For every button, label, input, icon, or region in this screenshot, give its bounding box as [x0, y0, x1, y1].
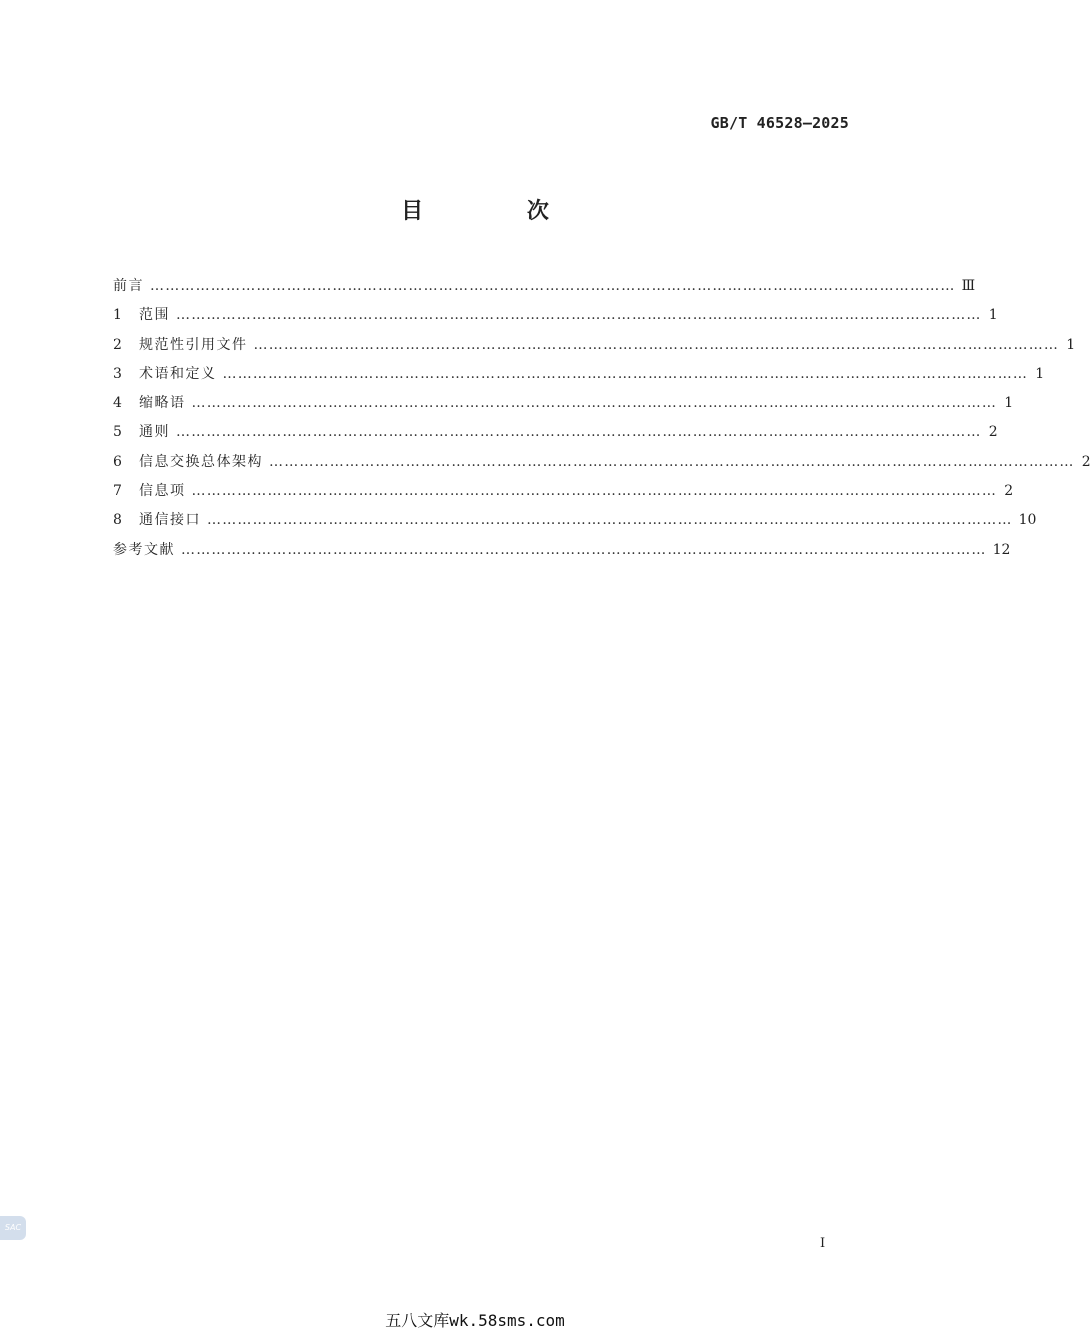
toc-leader-dots: ……………………………………………………………………………………………………………………………………………: [222, 365, 1029, 382]
standard-number: GB/T 46528—2025: [710, 114, 849, 132]
toc-leader-dots: ……………………………………………………………………………………………………………………………………………: [176, 424, 982, 441]
toc-item-preface[interactable]: [113, 272, 976, 301]
toc-item-label: 通信接口: [139, 512, 201, 529]
toc-item-page: 1: [1004, 395, 1014, 412]
page-title: 目 次: [401, 199, 597, 224]
toc-item-number: 1: [113, 307, 122, 324]
toc-item-number: 3: [113, 365, 122, 382]
page-number: I: [820, 1236, 826, 1251]
toc-leader-dots: ……………………………………………………………………………………………………………………………………………: [253, 336, 1060, 353]
toc-item-label: 范围: [139, 307, 170, 324]
toc-item-page: 12: [992, 541, 1011, 558]
toc-item-page: Ⅲ: [961, 278, 976, 294]
toc-item-terms-definitions[interactable]: [113, 360, 1045, 389]
toc-item-label: 通则: [139, 424, 170, 441]
toc-item-label: 参考文献: [113, 541, 175, 558]
toc-item-communication-interface[interactable]: [113, 506, 1037, 535]
toc-item-page: 2: [988, 424, 998, 441]
toc-item-label: 前言: [113, 278, 144, 294]
table-of-contents: [113, 272, 1091, 565]
toc-item-label: 术语和定义: [139, 365, 217, 382]
toc-item-label: 规范性引用文件: [139, 336, 248, 353]
toc-item-bibliography[interactable]: [113, 536, 1011, 565]
toc-item-page: 10: [1018, 512, 1037, 529]
toc-item-number: 5: [113, 424, 122, 441]
toc-leader-dots: ……………………………………………………………………………………………………………………………………………: [207, 512, 1013, 529]
toc-item-page: 1: [1035, 365, 1045, 382]
toc-item-page: 1: [1066, 336, 1076, 353]
toc-item-number: 8: [113, 512, 122, 529]
toc-leader-dots: ……………………………………………………………………………………………………………………………………………: [191, 395, 998, 412]
toc-leader-dots: ……………………………………………………………………………………………………………………………………………: [181, 541, 987, 558]
toc-item-general-rules[interactable]: [113, 418, 998, 447]
toc-item-page: 2: [1004, 483, 1014, 500]
toc-item-number: 6: [113, 453, 122, 470]
toc-leader-dots: ……………………………………………………………………………………………………………………………………………: [176, 307, 982, 324]
toc-item-page: 2: [1081, 453, 1091, 470]
toc-item-information-items[interactable]: [113, 477, 1014, 506]
toc-item-page: 1: [988, 307, 998, 324]
toc-leader-dots: ……………………………………………………………………………………………………………………………………………: [269, 453, 1075, 470]
toc-item-normative-references[interactable]: [113, 331, 1076, 360]
toc-item-scope[interactable]: [113, 301, 998, 330]
toc-item-label: 信息项: [139, 483, 186, 500]
toc-item-number: 4: [113, 395, 122, 412]
toc-item-number: 7: [113, 483, 122, 500]
sac-logo-icon: [0, 1216, 26, 1240]
toc-leader-dots: ……………………………………………………………………………………………………………………………………………: [150, 278, 956, 294]
watermark-text: 五八文库wk.58sms.com: [385, 1311, 565, 1330]
toc-item-label: 缩略语: [139, 395, 186, 412]
toc-item-label: 信息交换总体架构: [139, 453, 263, 470]
sac-logo-text: SAC: [4, 1223, 22, 1232]
toc-item-number: 2: [113, 336, 122, 353]
toc-item-architecture[interactable]: [113, 448, 1091, 477]
toc-leader-dots: ……………………………………………………………………………………………………………………………………………: [191, 483, 998, 500]
toc-item-abbreviations[interactable]: [113, 389, 1014, 418]
